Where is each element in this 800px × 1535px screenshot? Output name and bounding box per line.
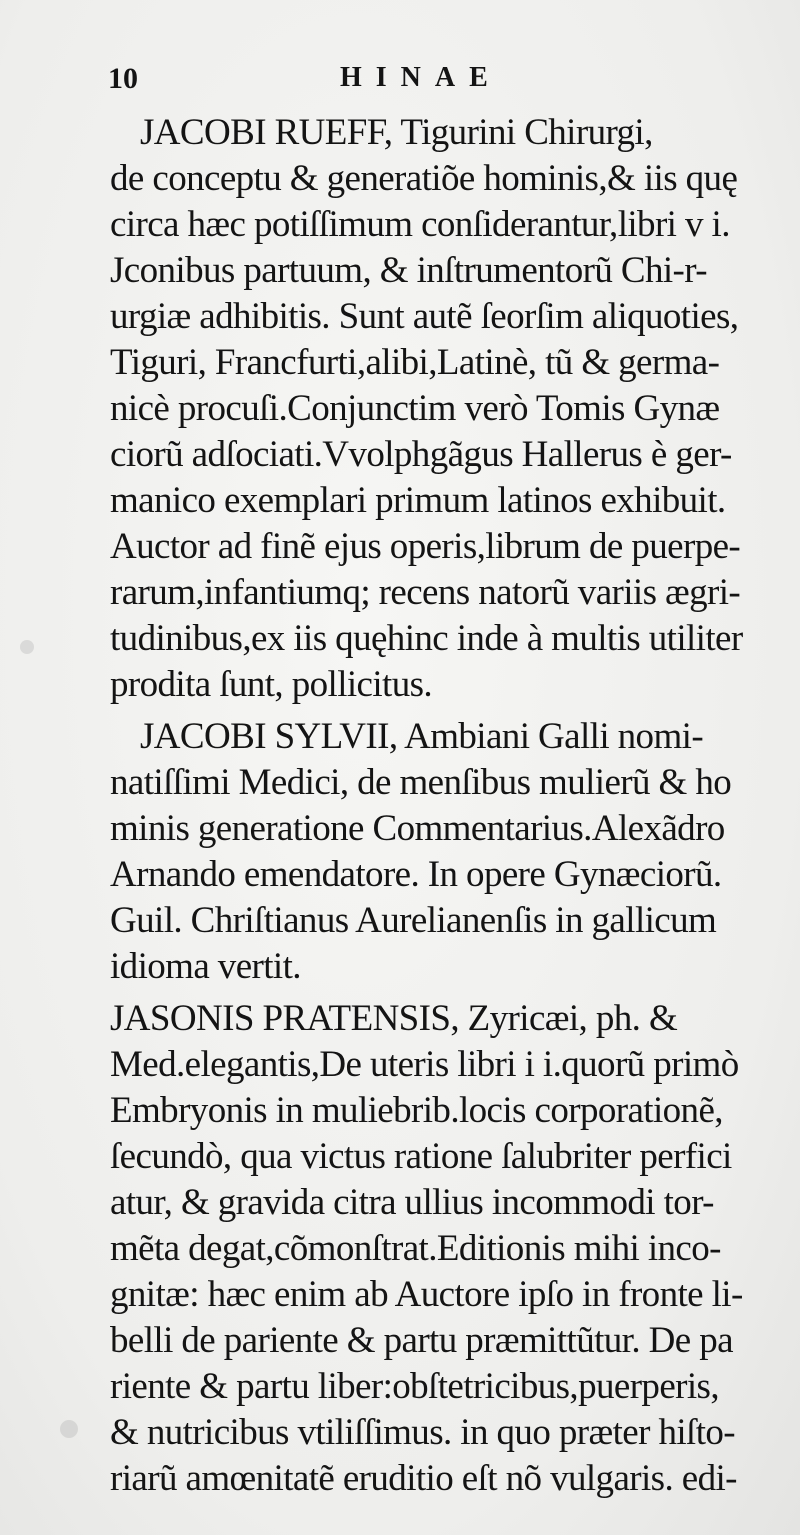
text-line: Embryonis in muliebrib.locis corporationẽ, (110, 1090, 723, 1131)
entry-pratensis (110, 996, 770, 1502)
running-head: HINAE (340, 62, 502, 93)
text-line: Med.elegantis,De uteris libri i i.quorũ primò (110, 1044, 739, 1085)
text-body (110, 110, 770, 1502)
text-line: atur, & gravida citra ullius incommodi tor- (110, 1182, 714, 1223)
text-line: tudinibus,ex iis quęhinc inde à multis utiliter (110, 618, 743, 659)
text-line: gnitæ: hæc enim ab Auctore ipſo in fronte li- (110, 1274, 743, 1315)
text-line: ciorũ adſociati.Vvolphgãgus Hallerus è ger- (110, 434, 732, 475)
text-line: manico exemplari primum latinos exhibuit. (110, 480, 726, 521)
text-line: Auctor ad finẽ ejus operis,librum de puerpe- (110, 526, 741, 567)
text-line: natiſſimi Medici, de menſibus mulierũ & ho (110, 762, 732, 803)
text-line: JASONIS PRATENSIS, Zyricæi, ph. & (110, 998, 678, 1039)
text-line: Tiguri, Francfurti,alibi,Latinè, tũ & germa- (110, 342, 720, 383)
text-line: riarũ amœnitatẽ eruditio eſt nõ vulgaris. edi- (110, 1458, 737, 1499)
text-line: urgiæ adhibitis. Sunt autẽ ſeorſim aliquoties, (110, 296, 739, 337)
text-line: ſecundò, qua victus ratione ſalubriter perfici (110, 1136, 732, 1177)
entry-sylvius (110, 714, 770, 990)
paper-stain (20, 640, 34, 654)
text-line: Jconibus partuum, & inſtrumentorũ Chi-r- (110, 250, 707, 291)
text-line: JACOBI RUEFF, Tigurini Chirurgi, (140, 112, 653, 153)
text-line: minis generatione Commentarius.Alexãdro (110, 808, 725, 849)
text-line: nicè procuſi.Conjunctim verò Tomis Gynæ (110, 388, 720, 429)
text-line: mẽta degat,cõmonſtrat.Editionis mihi inco- (110, 1228, 721, 1269)
text-line: rarum,infantiumq; recens natorũ variis ægri- (110, 572, 741, 613)
page-header (108, 58, 688, 102)
paper-stain (60, 1420, 78, 1438)
text-line: Guil. Chriſtianus Aurelianenſis in gallicum (110, 900, 717, 941)
text-line: prodita ſunt, pollicitus. (110, 664, 433, 705)
page-number: 10 (108, 62, 138, 95)
text-line: belli de pariente & partu præmittũtur. De pa (110, 1320, 733, 1361)
text-line: circa hæc potiſſimum conſiderantur,libri v i. (110, 204, 730, 245)
text-line: idioma vertit. (110, 946, 301, 987)
text-line: riente & partu liber:obſtetricibus,puerperis, (110, 1366, 719, 1407)
text-line: & nutricibus vtiliſſimus. in quo præter hiſto- (110, 1412, 736, 1453)
text-line: Arnando emendatore. In opere Gynæciorũ. (110, 854, 722, 895)
text-line: JACOBI SYLVII, Ambiani Galli nomi- (140, 716, 704, 757)
entry-rueff (110, 110, 770, 708)
text-line: de conceptu & generatiõe hominis,& iis quę (110, 158, 738, 199)
